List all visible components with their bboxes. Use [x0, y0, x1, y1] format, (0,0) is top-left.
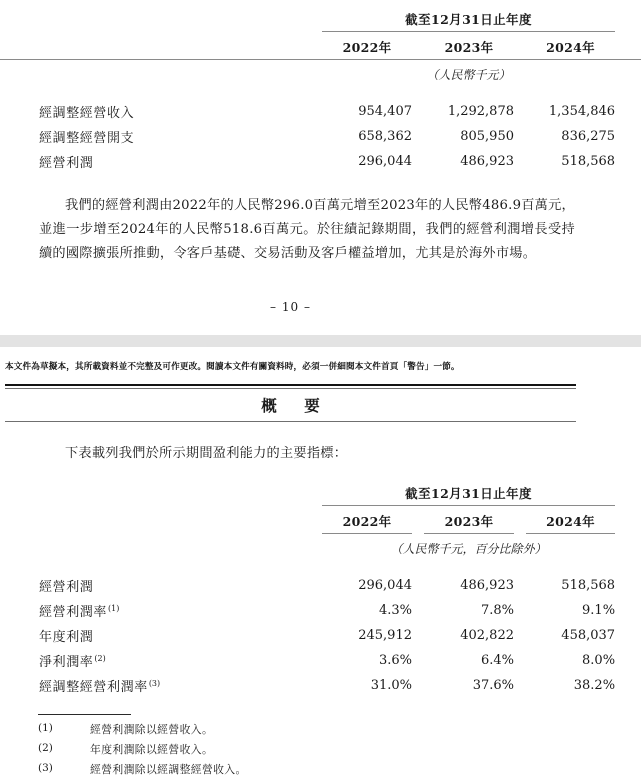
cell-value: 9.1% — [582, 603, 616, 618]
row-label-text: 淨利潤率 — [39, 655, 94, 670]
footnote-rule — [38, 714, 131, 715]
cell-value: 402,822 — [460, 628, 514, 643]
cell-value: 296,044 — [358, 578, 412, 593]
row-label-text: 年度利潤 — [39, 630, 94, 645]
unit-note-row — [0, 534, 641, 560]
table-header-period-row — [0, 10, 641, 32]
table-header-years-row — [0, 506, 641, 534]
cell-value: 486,923 — [460, 578, 514, 593]
period-header: 截至12月31日止年度 — [322, 10, 615, 32]
table-row — [0, 598, 641, 623]
cell-value: 458,037 — [561, 628, 616, 643]
table-row — [0, 573, 641, 598]
footnote-marker: (2) — [94, 653, 106, 663]
unit-note: （人民幣千元，百分比除外） — [390, 542, 547, 556]
table-header-years-row — [0, 32, 641, 60]
table-spacer — [0, 85, 641, 99]
row-label-profit-for-year — [0, 623, 322, 648]
row-label-text: 經調整經營利潤率 — [39, 680, 148, 695]
table-header-period-row — [0, 484, 641, 506]
profitability-metrics-table — [0, 484, 641, 698]
row-label-net-margin — [0, 648, 322, 673]
row-label-adjusted-operating-margin — [0, 673, 322, 698]
cell-value: 8.0% — [582, 653, 616, 668]
year-header-2023: 2023年 — [424, 32, 514, 60]
table-row — [0, 149, 641, 174]
list-item — [38, 719, 247, 739]
cell-value: 296,044 — [358, 154, 412, 169]
cell-value: 954,407 — [358, 104, 412, 119]
table-spacer — [0, 559, 641, 573]
cell-value: 1,292,878 — [447, 104, 514, 119]
row-label-operating-profit: 經營利潤 — [39, 156, 94, 171]
year-header-2024: 2024年 — [526, 506, 615, 534]
cell-value: 836,275 — [561, 129, 616, 144]
footnote-text: 經營利潤除以經營收入。 — [90, 722, 214, 736]
operating-profit-paragraph: 我們的經營利潤由2022年的人民幣296.0百萬元增至2023年的人民幣486.9百萬元，並進一步增至2024年的人民幣518.6百萬元。於往績記錄期間，我們的經營利潤增長受持續的國際擴張所推動，令客戶基礎、交易活動及客戶權益增加，尤其是於海外市場。 — [39, 198, 575, 261]
table-row — [0, 648, 641, 673]
section-heading-block — [5, 384, 576, 422]
cell-value: 245,912 — [358, 628, 412, 643]
footnote-marker — [93, 629, 94, 638]
cell-value: 518,568 — [561, 578, 616, 593]
draft-disclaimer: 本文件為草擬本，其所載資料並不完整及可作更改。閱讀本文件有關資料時，必須一併細閱本文件首頁「警告」一節。 — [5, 362, 460, 372]
cell-value: 3.6% — [378, 653, 412, 668]
cell-value: 805,950 — [460, 129, 514, 144]
year-header-2024: 2024年 — [526, 32, 615, 60]
row-label-text: 經營利潤率 — [39, 605, 108, 620]
footnote-number: (3) — [38, 761, 53, 774]
footnote-marker: (3) — [148, 678, 161, 688]
year-header-2022: 2022年 — [322, 506, 412, 534]
cell-value: 518,568 — [561, 154, 616, 169]
cell-value: 486,923 — [460, 154, 514, 169]
period-header: 截至12月31日止年度 — [322, 484, 615, 506]
year-header-2022: 2022年 — [322, 32, 412, 60]
footnote-marker: (1) — [108, 603, 120, 613]
cell-value: 7.8% — [480, 603, 514, 618]
footnote-number: (1) — [38, 721, 53, 734]
list-item — [38, 739, 247, 759]
unit-note: （人民幣千元） — [426, 68, 511, 82]
cell-value: 38.2% — [573, 678, 616, 693]
cell-value: 658,362 — [358, 129, 412, 144]
table-row — [0, 124, 641, 149]
footnote-marker — [93, 579, 94, 588]
cell-value: 4.3% — [378, 603, 412, 618]
table-row — [0, 99, 641, 124]
unit-note-row — [0, 60, 641, 86]
cell-value: 31.0% — [370, 678, 412, 693]
row-label-text: 經營利潤 — [39, 580, 94, 595]
row-label-operating-margin — [0, 598, 322, 623]
row-label-operating-profit — [0, 573, 322, 598]
page-title: 概 要 — [261, 396, 331, 415]
footnote-number: (2) — [38, 741, 53, 754]
page-break-separator — [0, 335, 641, 347]
page-number: – 10 – — [270, 300, 311, 314]
table-row — [0, 673, 641, 698]
adjusted-results-table — [0, 10, 641, 174]
year-header-2023: 2023年 — [424, 506, 514, 534]
footnote-text: 年度利潤除以經營收入。 — [90, 742, 214, 756]
top-table-block — [0, 0, 641, 174]
list-item — [38, 759, 247, 779]
row-label-adjusted-expenses: 經調整經營開支 — [39, 131, 135, 146]
cell-value: 6.4% — [480, 653, 514, 668]
row-label-adjusted-revenue: 經調整經營收入 — [39, 106, 135, 121]
table-row — [0, 623, 641, 648]
footnote-list — [38, 719, 247, 779]
summary-intro-paragraph: 下表載列我們於所示期間盈利能力的主要指標： — [65, 446, 348, 461]
footnote-text: 經營利潤除以經調整經營收入。 — [90, 762, 247, 776]
cell-value: 1,354,846 — [548, 104, 616, 119]
cell-value: 37.6% — [472, 678, 514, 693]
